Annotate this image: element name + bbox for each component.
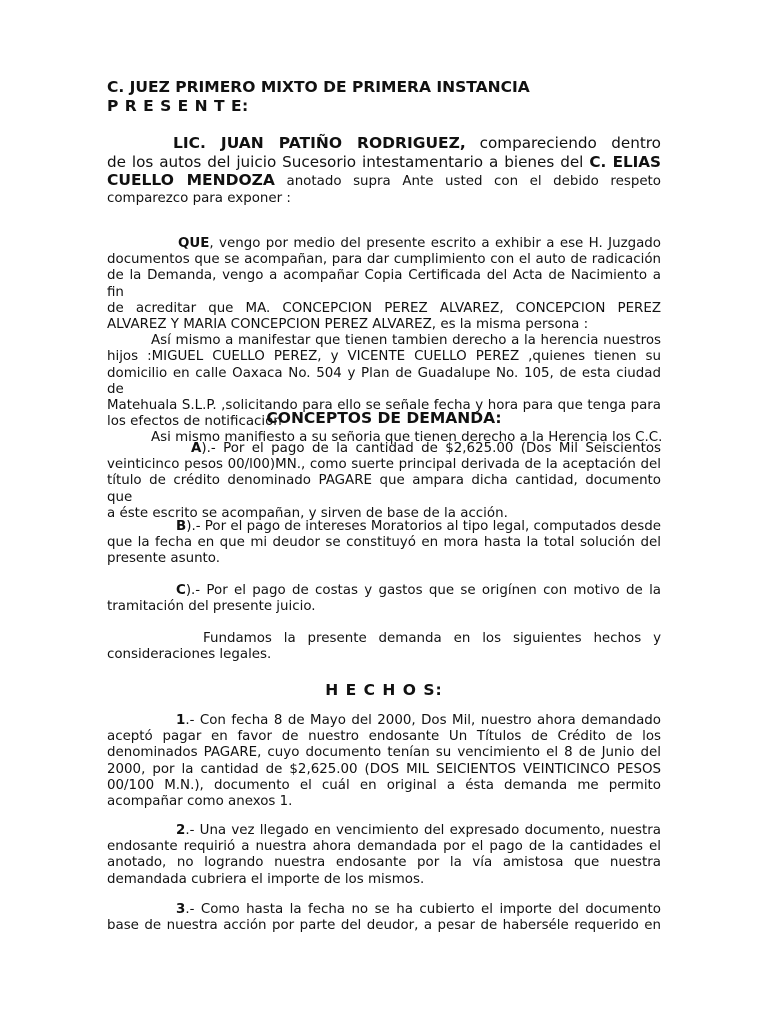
presente-heading: P R E S E N T E: [107, 97, 249, 115]
deceased-name-part2: CUELLO MENDOZA [107, 171, 275, 190]
que-paragraph: QUE, vengo por medio del presente escrito a exhibir a ese H. Juzgado documentos que se acompañan, para dar cumplimiento con el auto de radicación de la Demanda, vengo a acompañar Copia Certificada del Acta de Nacimiento a fin de acreditar que MA. CONCEPCION PEREZ ALVAREZ, CONCEPCION PEREZ ALVAREZ Y MARIA CONCEPCION PEREZ ALVAREZ, es la misma persona : Así mismo a manifestar que tienen tambien derecho a la herencia nuestros hijos :MIGUEL CUELLO PEREZ, y VICENTE CUELLO PEREZ ,quienes tienen su domicilio en calle Oaxaca No. 504 y Plan de Guadalupe No. 105, de esta ciudad de Matehuala S.L.P. ,solicitando para ello se señale fecha y hora para que tenga para los efectos de notificación Asi mismo manifiesto a su señoria que tienen derecho a la Herencia los C.C. [107, 236, 663, 446]
concept-c: C).- Por el pago de costas y gastos que se origínen con motivo de la tramitación del presente juicio. [107, 583, 661, 615]
que-lead: QUE [178, 236, 210, 251]
fundamos-paragraph: Fundamos la presente demanda en los siguientes hechos y consideraciones legales. [107, 631, 661, 663]
intro-paragraph: LIC. JUAN PATIÑO RODRIGUEZ, compareciendo dentro de los autos del juicio Sucesorio intestamentario a bienes del C. ELIAS CUELLO MENDOZA anotado supra Ante usted con el debido respeto comparezco para exponer : [107, 134, 661, 207]
deceased-name-part1: C. ELIAS [589, 153, 661, 172]
conceptos-title: CONCEPTOS DE DEMANDA: [266, 409, 502, 427]
hecho-2: 2.- Una vez llegado en vencimiento del expresado documento, nuestra endosante requirió a nuestra ahora demandada por el pago de la cantidades el anotado, no logrando nuestra endosante por la vía amistosa que nuestra demandada cubriera el importe de los mismos. [107, 823, 661, 887]
concept-a: A).- Por el pago de la cantidad de $2,625.00 (Dos Mil Seiscientos veinticinco pesos 00/l00)MN., como suerte principal derivada de la aceptación del título de crédito denominado PAGARE que ampara dicha cantidad, documento que a éste escrito se acompañan, y sirven de base de la acción. [107, 441, 661, 521]
hecho-3: 3.- Como hasta la fecha no se ha cubierto el importe del documento base de nuestra acción por parte del deudor, a pesar de haberséle requerido en [107, 902, 661, 934]
lawyer-name: LIC. JUAN PATIÑO RODRIGUEZ, [173, 134, 466, 152]
court-title: C. JUEZ PRIMERO MIXTO DE PRIMERA INSTANCIA [107, 78, 530, 96]
hechos-title: H E C H O S: [325, 681, 443, 699]
concept-b: B).- Por el pago de intereses Moratorios al tipo legal, computados desde que la fecha en que mi deudor se constituyó en mora hasta la total solución del presente asunto. [107, 519, 661, 567]
hecho-1: 1.- Con fecha 8 de Mayo del 2000, Dos Mil, nuestro ahora demandado aceptó pagar en favor de nuestro endosante Un Títulos de Crédito de los denominados PAGARE, cuyo documento tenían su vencimiento el 8 de Junio del 2000, por la cantidad de $2,625.00 (DOS MIL SEICIENTOS VEINTICINCO PESOS 00/100 M.N.), documento el cuál en original a ésta demanda me permito acompañar como anexos 1. [107, 713, 661, 810]
